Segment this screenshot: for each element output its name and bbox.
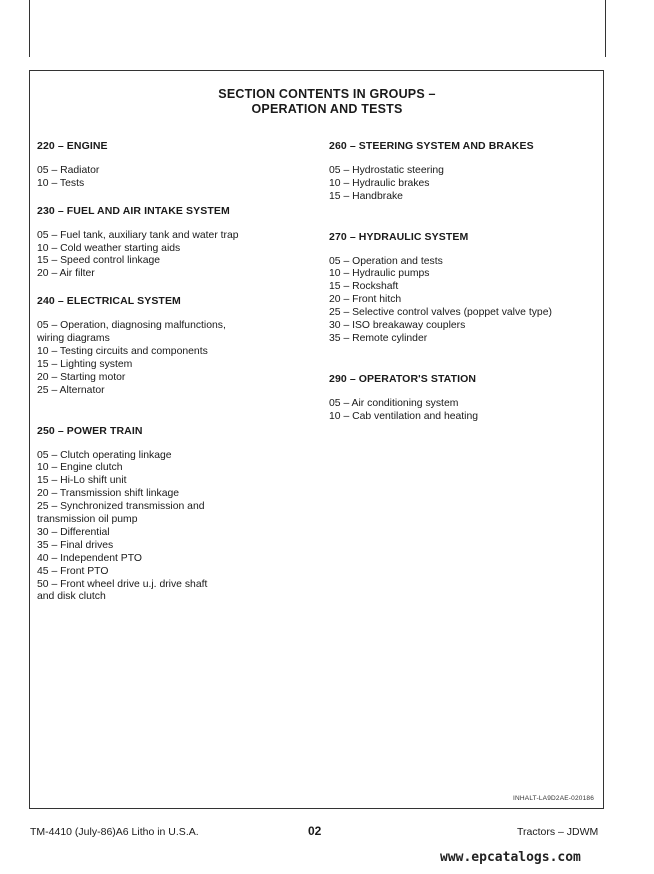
list-item: 20 – Starting motor xyxy=(37,371,126,383)
list-item: 10 – Engine clutch xyxy=(37,462,123,474)
group-item-list xyxy=(329,256,599,346)
page-title-line-1: SECTION CONTENTS IN GROUPS – xyxy=(218,87,436,101)
group-item-list xyxy=(37,165,307,191)
group-250 xyxy=(37,425,307,605)
group-290 xyxy=(329,373,599,424)
list-item: 30 – ISO breakaway couplers xyxy=(329,320,466,332)
list-item: transmission oil pump xyxy=(37,514,138,526)
list-item: 45 – Front PTO xyxy=(37,565,109,577)
group-240 xyxy=(37,295,307,397)
group-220 xyxy=(37,140,307,191)
group-item-list xyxy=(37,320,307,397)
footer-manual-id: TM-4410 (July-86)A6 Litho in U.S.A. xyxy=(30,826,199,838)
page-title xyxy=(0,87,654,117)
list-item: 05 – Operation, diagnosing malfunctions, xyxy=(37,320,226,332)
top-border-left xyxy=(29,0,30,57)
watermark-url: www.epcatalogs.com xyxy=(440,850,581,865)
list-item: 05 – Operation and tests xyxy=(329,255,443,267)
document-code-reference: INHALT-LA9D2AE-020186 xyxy=(513,795,595,802)
group-260 xyxy=(329,140,599,204)
group-230 xyxy=(37,205,307,282)
list-item: 15 – Hi-Lo shift unit xyxy=(37,475,127,487)
list-item: 05 – Radiator xyxy=(37,164,100,176)
list-item: 25 – Synchronized transmission and xyxy=(37,501,205,513)
page-number: 02 xyxy=(308,824,322,838)
group-item-list xyxy=(329,165,599,204)
list-item: 10 – Hydraulic brakes xyxy=(329,177,430,189)
list-item: 20 – Front hitch xyxy=(329,294,402,306)
group-270 xyxy=(329,231,599,346)
group-title: 250 – POWER TRAIN xyxy=(37,424,143,437)
list-item: 10 – Cold weather starting aids xyxy=(37,242,181,254)
list-item: 10 – Cab ventilation and heating xyxy=(329,410,479,422)
list-item: 25 – Selective control valves (poppet valve type) xyxy=(329,307,552,319)
list-item: and disk clutch xyxy=(37,591,106,603)
list-item: 35 – Remote cylinder xyxy=(329,332,428,344)
group-item-list xyxy=(329,398,599,424)
group-title: 220 – ENGINE xyxy=(37,140,108,152)
list-item: 15 – Handbrake xyxy=(329,190,403,202)
list-item: 20 – Transmission shift linkage xyxy=(37,488,180,500)
list-item: 20 – Air filter xyxy=(37,268,95,280)
list-item: 10 – Hydraulic pumps xyxy=(329,268,430,280)
list-item: 30 – Differential xyxy=(37,526,110,538)
list-item: 05 – Fuel tank, auxiliary tank and water trap xyxy=(37,229,239,241)
group-title: 230 – FUEL AND AIR INTAKE SYSTEM xyxy=(37,204,230,217)
footer-product: Tractors – JDWM xyxy=(517,826,599,838)
list-item: 50 – Front wheel drive u.j. drive shaft xyxy=(37,578,208,590)
list-item: 35 – Final drives xyxy=(37,539,114,551)
list-item: 10 – Tests xyxy=(37,177,85,189)
list-item: 15 – Speed control linkage xyxy=(37,255,161,267)
left-column xyxy=(37,140,307,604)
list-item: 05 – Hydrostatic steering xyxy=(329,164,444,176)
list-item: 40 – Independent PTO xyxy=(37,552,142,564)
group-item-list xyxy=(37,450,307,605)
list-item: 05 – Air conditioning system xyxy=(329,397,459,409)
page-title-line-2: OPERATION AND TESTS xyxy=(251,102,403,116)
group-title: 260 – STEERING SYSTEM AND BRAKES xyxy=(329,140,534,152)
list-item: wiring diagrams xyxy=(37,333,110,345)
group-title: 270 – HYDRAULIC SYSTEM xyxy=(329,230,469,243)
group-item-list xyxy=(37,230,307,282)
list-item: 15 – Lighting system xyxy=(37,358,133,370)
list-item: 05 – Clutch operating linkage xyxy=(37,449,172,461)
list-item: 10 – Testing circuits and components xyxy=(37,345,208,357)
right-column xyxy=(329,140,599,424)
list-item: 25 – Alternator xyxy=(37,384,105,396)
top-border-right xyxy=(605,0,606,57)
group-title: 290 – OPERATOR'S STATION xyxy=(329,372,477,385)
group-title: 240 – ELECTRICAL SYSTEM xyxy=(37,295,181,308)
list-item: 15 – Rockshaft xyxy=(329,281,399,293)
